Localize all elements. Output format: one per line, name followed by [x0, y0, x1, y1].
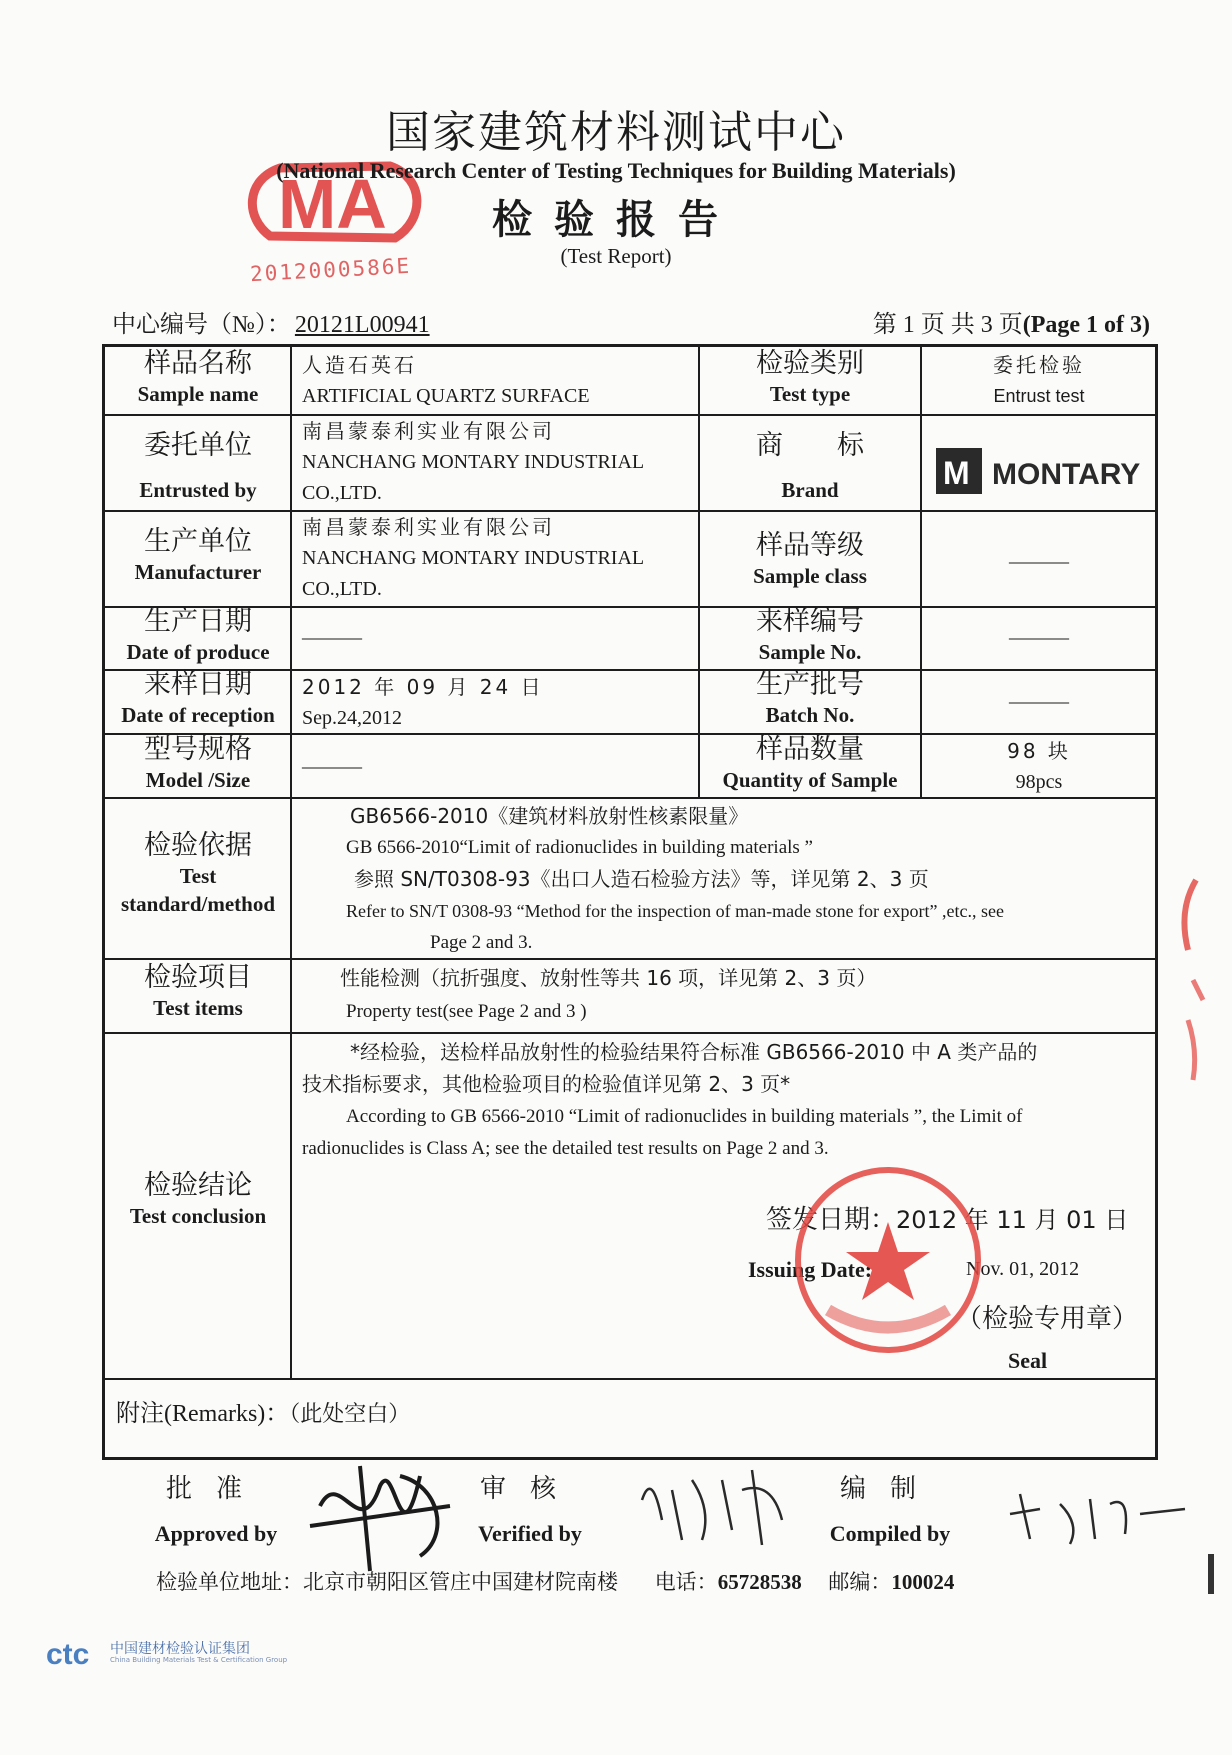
svg-text:M: M: [943, 455, 970, 491]
sample-name-label: 样品名称 Sample name: [137, 348, 259, 406]
group-name-cn: 中国建材检验认证集团: [110, 1641, 250, 1657]
page-indicator: [873, 304, 1150, 339]
sample-name-value: 人造石英石 ARTIFICIAL QUARTZ SURFACE: [302, 353, 590, 407]
standard-line-3: 参照 SN/T0308-93《出口人造石检验方法》等，详见第 2、3 页: [354, 867, 929, 891]
page-cn: 第 1 页 共 3 页: [872, 312, 1023, 338]
sample-class-value: ______: [1009, 544, 1069, 566]
footer-address: 检验单位地址：北京市朝阳区管庄中国建材院南楼 电话：65728538 邮编：100024: [156, 1570, 955, 1594]
scan-edge-mark: [1208, 1554, 1214, 1594]
date-of-produce-value: ______: [302, 620, 362, 642]
test-standard-label: 检验依据 Test standard/method: [120, 830, 276, 916]
issue-date-en: Nov. 01, 2012: [966, 1258, 1080, 1280]
manufacturer-value: 南昌蒙泰利实业有限公司 NANCHANG MONTARY INDUSTRIAL CO.,LTD.: [302, 515, 645, 600]
col-divider: [920, 346, 922, 797]
conclusion-line-2: 技术指标要求，其他检验项目的检验值详见第 2、3 页*: [302, 1072, 791, 1096]
test-conclusion-label: 检验结论 Test conclusion: [129, 1170, 267, 1228]
col-divider: [290, 346, 292, 1378]
batch-no-label: 生产批号 Batch No.: [756, 669, 864, 727]
report-title-cn: 检验报告: [492, 197, 740, 243]
seal-label-en: Seal: [1008, 1348, 1048, 1373]
quantity-value: 98 块 98pcs: [1007, 739, 1071, 793]
compiled-by: 编制 Compiled by: [829, 1474, 951, 1546]
test-type-label: 检验类别 Test type: [756, 348, 864, 406]
conclusion-line-1: *经检验，送检样品放射性的检验结果符合标准 GB6566-2010 中 A 类产品的: [350, 1040, 1038, 1064]
standard-line-1: GB6566-2010《建筑材料放射性核素限量》: [350, 804, 749, 828]
center-number-label: 中心编号（№）：: [112, 312, 291, 338]
center-number: [112, 304, 430, 339]
test-type-value: 委托检验 Entrust test: [993, 353, 1085, 406]
sample-no-label: 来样编号 Sample No.: [756, 606, 864, 664]
standard-line-2: GB 6566-2010“Limit of radionuclides in building materials ”: [346, 837, 813, 858]
conclusion-line-3: According to GB 6566-2010 “Limit of radionuclides in building materials ”, the Limit of: [346, 1106, 1023, 1127]
issue-date-cn: 签发日期：2012 年 11 月 01 日: [766, 1205, 1129, 1235]
edge-seal-fragment-icon: [1168, 870, 1208, 1110]
model-size-label: 型号规格 Model /Size: [144, 734, 252, 792]
org-title-cn: 国家建筑材料测试中心: [386, 107, 846, 158]
batch-no-value: ______: [1009, 684, 1069, 706]
page-en: (Page 1 of 3): [1022, 312, 1150, 338]
montary-brand-logo: [934, 446, 1144, 496]
remarks: [116, 1393, 410, 1428]
svg-text:MA: MA: [278, 165, 387, 243]
verifier-signature-icon: [632, 1460, 802, 1550]
standard-line-5: Page 2 and 3.: [430, 932, 533, 953]
manufacturer-label: 生产单位 Manufacturer: [134, 526, 262, 584]
remarks-value: （此处空白）: [289, 1402, 411, 1427]
report-title-en: (Test Report): [560, 244, 672, 268]
brand-label: 商 标 Brand: [756, 430, 864, 502]
issue-date-label-en: Issuing Date:: [748, 1257, 873, 1282]
brand-text: MONTARY: [992, 458, 1141, 491]
sample-no-value: ______: [1009, 620, 1069, 642]
conclusion-line-4: radionuclides is Class A; see the detailed test results on Page 2 and 3.: [302, 1138, 829, 1159]
verified-by: 审核 Verified by: [478, 1474, 582, 1546]
meta-row: [112, 304, 1150, 340]
sample-class-label: 样品等级 Sample class: [753, 530, 867, 588]
entrusted-by-label: 委托单位 Entrusted by: [139, 430, 257, 502]
entrusted-by-value: 南昌蒙泰利实业有限公司 NANCHANG MONTARY INDUSTRIAL CO.,LTD.: [302, 419, 645, 504]
compiler-signature-icon: [1000, 1484, 1190, 1554]
row-divider: [104, 958, 1156, 960]
remarks-label: 附注(Remarks)：: [116, 1401, 290, 1427]
date-of-produce-label: 生产日期 Date of produce: [126, 606, 270, 664]
svg-text:ctc: ctc: [46, 1638, 90, 1670]
row-divider: [104, 1032, 1156, 1034]
row-divider: [104, 1378, 1156, 1380]
group-name-en: China Building Materials Test & Certification Group: [110, 1656, 288, 1664]
test-items-line-2: Property test(see Page 2 and 3 ): [346, 1001, 587, 1022]
org-title-en: (National Research Center of Testing Techniques for Building Materials): [276, 158, 956, 183]
test-items-label: 检验项目 Test items: [144, 962, 252, 1020]
date-of-reception-label: 来样日期 Date of reception: [121, 669, 275, 727]
date-of-reception-value: 2012 年 09 月 24 日 Sep.24,2012: [302, 675, 544, 729]
ctc-logo-icon: [46, 1636, 106, 1670]
seal-label-cn: （检验专用章）: [956, 1304, 1139, 1334]
quantity-label: 样品数量 Quantity of Sample: [722, 734, 898, 792]
test-items-line-1: 性能检测（抗折强度、放射性等共 16 项，详见第 2、3 页）: [340, 966, 877, 990]
approved-by: 批准 Approved by: [154, 1474, 278, 1546]
center-number-value: 20121L00941: [294, 312, 430, 338]
standard-line-4: Refer to SN/T 0308-93 “Method for the inspection of man-made stone for export” ,etc., see: [346, 901, 1004, 921]
model-size-value: ______: [302, 749, 362, 771]
cma-code: 2012000586E: [249, 253, 412, 287]
